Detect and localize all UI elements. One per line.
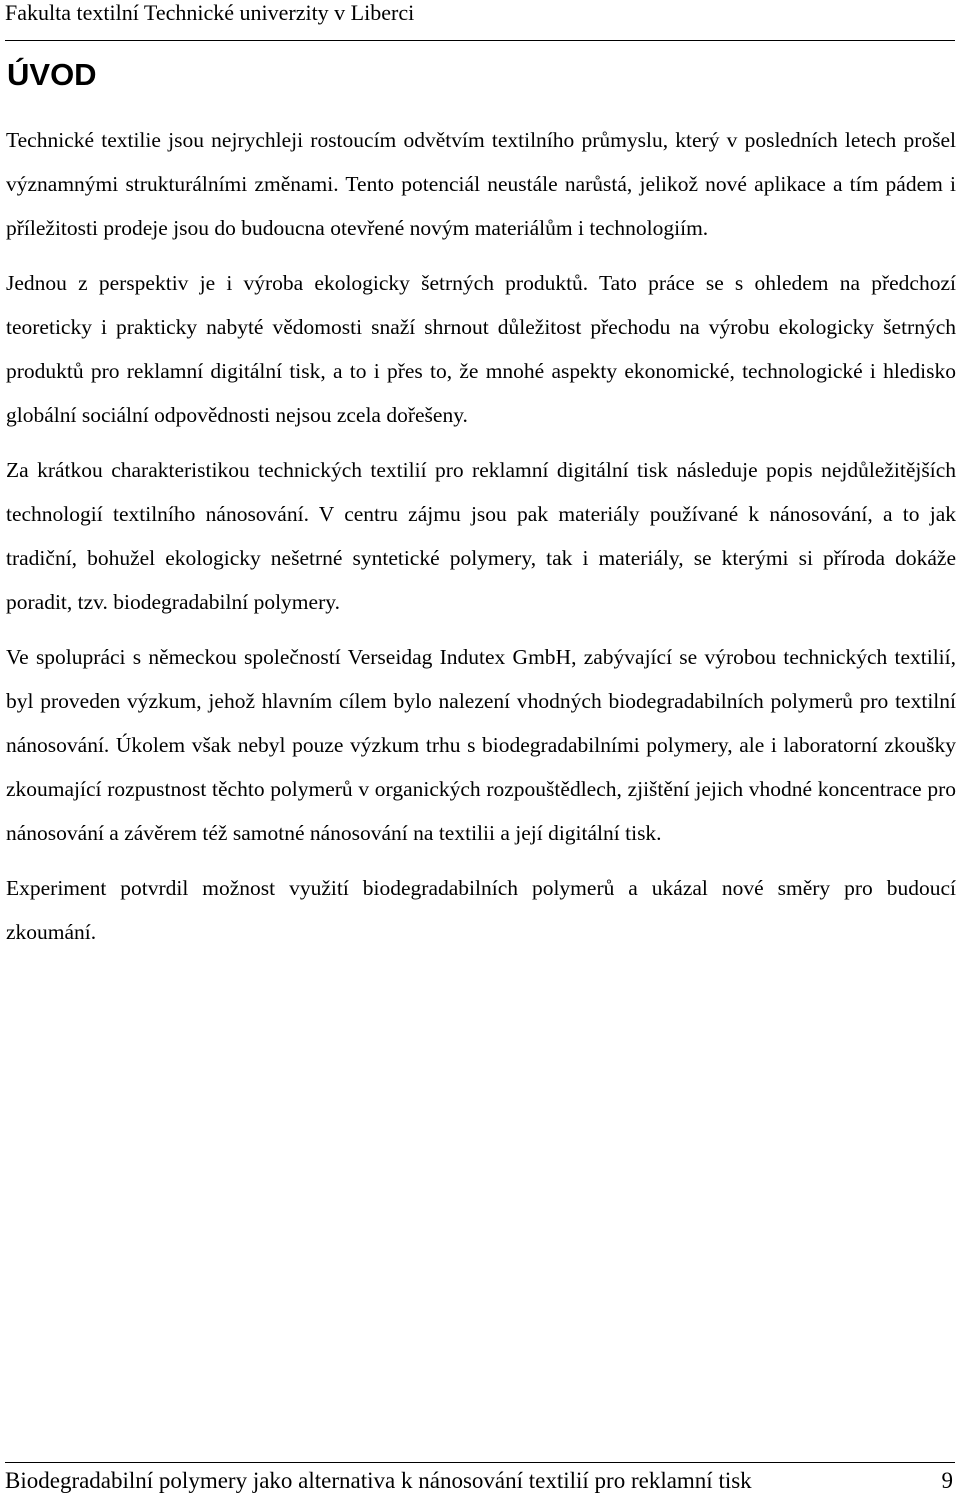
paragraph: Technické textilie jsou nejrychleji rostoucím odvětvím textilního průmyslu, který v posledních letech prošel významnými strukturálními změnami. Tento potenciál neustále narůstá, jelikož nové aplikace a tím pádem i příležitosti prodeje jsou do budoucna otevřené novým materiálům i technologiím.: [6, 128, 956, 240]
footer-text: Biodegradabilní polymery jako alternativa k nánosování textilií pro reklamní tisk: [5, 1468, 752, 1493]
paragraph: Ve spolupráci s německou společností Verseidag Indutex GmbH, zabývající se výrobou technických textilií, byl proveden výzkum, jehož hlavním cílem bylo nalezení vhodných biodegradabilních polymerů pro textilní nánosování. Úkolem však nebyl pouze výzkum trhu s biodegradabilními polymery, ale i laboratorní zkoušky zkoumající rozpustnost těchto polymerů v organických rozpouštědlech, zjištění jejich vhodné koncentrace pro nánosování a závěrem též samotné nánosování na textilii a její digitální tisk.: [6, 645, 956, 845]
section-title: ÚVOD: [7, 57, 97, 92]
page-number: 9: [941, 1468, 953, 1493]
paragraph: Experiment potvrdil možnost využití biodegradabilních polymerů a ukázal nové směry pro budoucí zkoumání.: [6, 876, 956, 944]
running-header: [5, 0, 955, 41]
header-text: Fakulta textilní Technické univerzity v Liberci: [5, 0, 415, 25]
document-body: [6, 118, 956, 965]
running-footer: [5, 1462, 955, 1499]
paragraph: Za krátkou charakteristikou technických textilií pro reklamní digitální tisk následuje popis nejdůležitějších technologií textilního nánosování. V centru zájmu jsou pak materiály používané k nánosování, a to jak tradiční, bohužel ekologicky nešetrné syntetické polymery, tak i materiály, se kterými si příroda dokáže poradit, tzv. biodegradabilní polymery.: [6, 458, 956, 614]
paragraph: Jednou z perspektiv je i výroba ekologicky šetrných produktů. Tato práce se s ohledem na předchozí teoreticky i prakticky nabyté vědomosti snaží shrnout důležitost přechodu na výrobu ekologicky šetrných produktů pro reklamní digitální tisk, a to i přes to, že mnohé aspekty ekonomické, technologické i hledisko globální sociální odpovědnosti nejsou zcela dořešeny.: [6, 271, 956, 427]
